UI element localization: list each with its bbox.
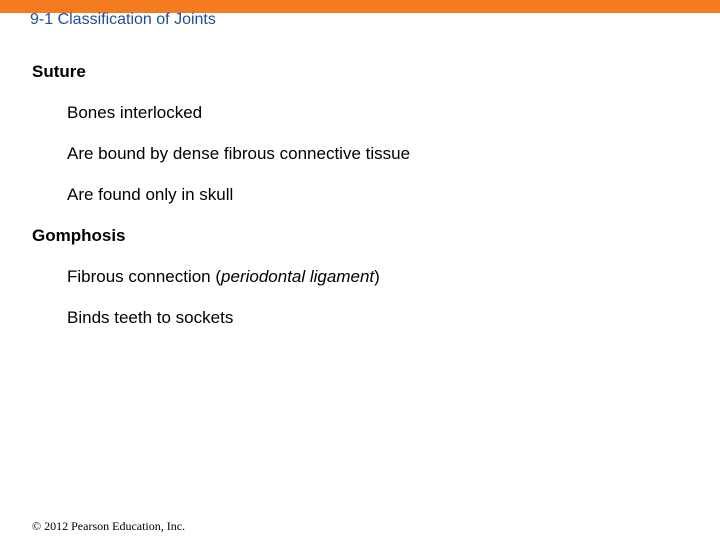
bullet-fibrous-connection: [67, 266, 692, 287]
bullet-text-post: ): [374, 267, 380, 286]
slide-title: 9-1 Classification of Joints: [30, 11, 216, 28]
bullet-text-pre: Fibrous connection (: [67, 267, 222, 286]
bullet-bones-interlocked: Bones interlocked: [67, 103, 203, 122]
bullet-binds-teeth: Binds teeth to sockets: [67, 308, 234, 327]
bullet-found-in-skull: Are found only in skull: [67, 185, 234, 204]
bullet-dense-fibrous-tissue: Are bound by dense fibrous connective tissue: [67, 144, 411, 163]
copyright-notice: © 2012 Pearson Education, Inc.: [32, 519, 186, 533]
periodontal-ligament-term: periodontal ligament: [221, 267, 375, 286]
section-heading-gomphosis: Gomphosis: [32, 226, 126, 245]
section-heading-suture: Suture: [32, 62, 86, 81]
slide-content: [32, 61, 692, 348]
